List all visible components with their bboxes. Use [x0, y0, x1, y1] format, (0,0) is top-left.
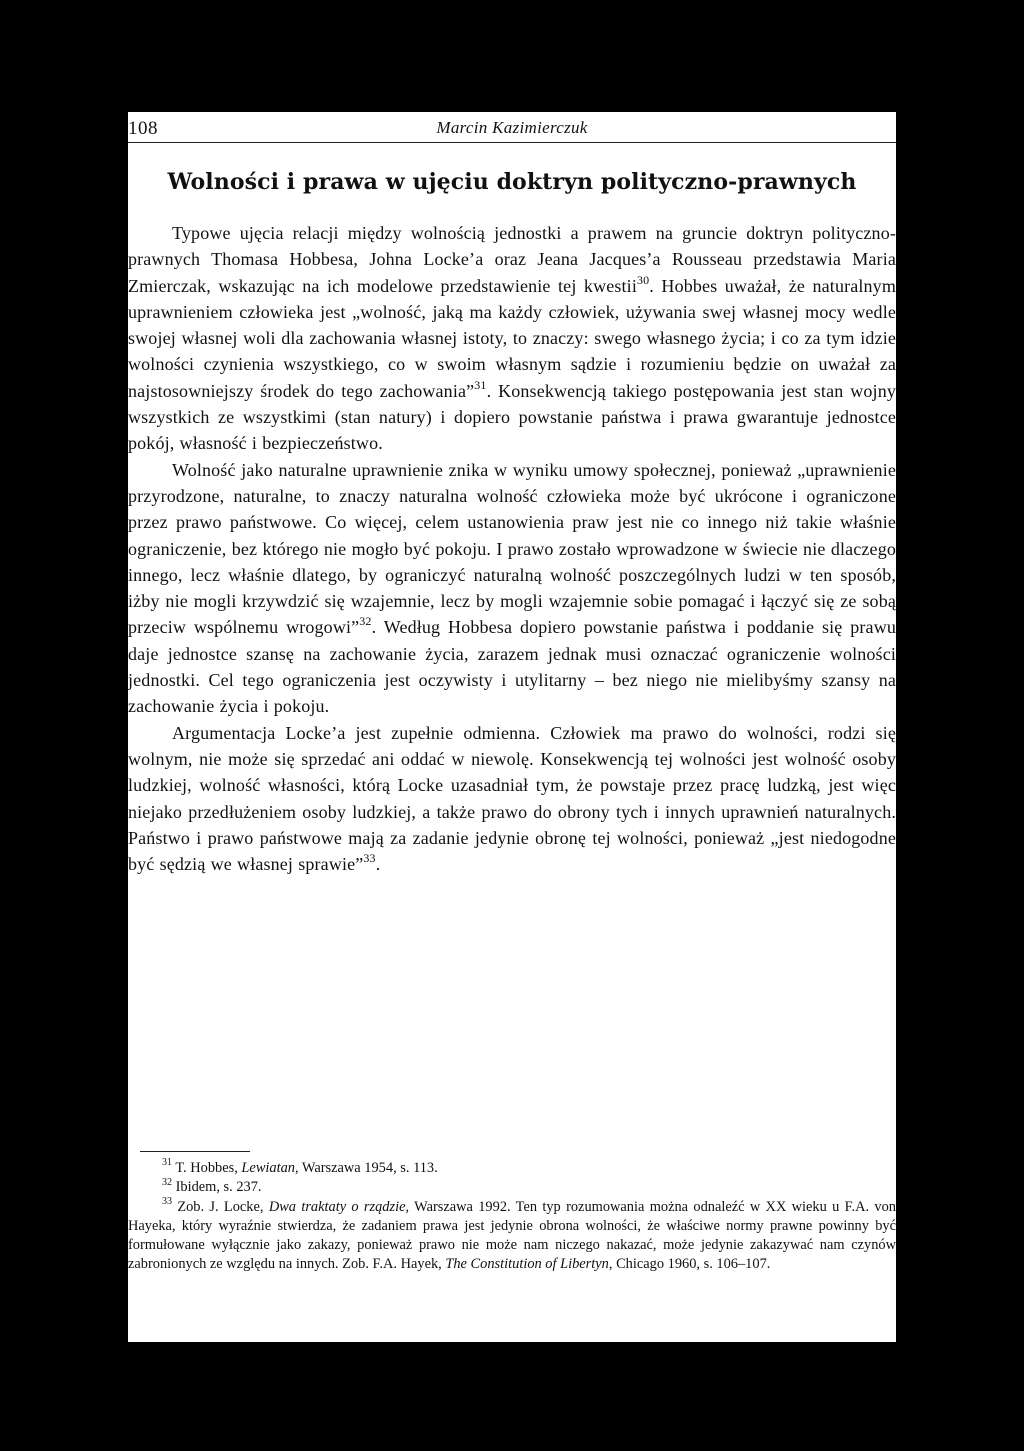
footnote-separator	[140, 1151, 250, 1152]
footnote-text: , Warszawa 1992. Ten typ rozumowania można odnaleźć w XX wieku u F.A. von Hayeka, który wyraźnie stwierdza, że zadaniem prawa jest jedynie obrona wolności, że właściwe normy prawne powinny być formułowane wyłącznie jako zakazy, ponieważ prawo nie może nam niczego nakazać, może jedynie zakazywać nam czynów zabronionych ze względu na innych. Zob. F.A. Hayek,	[128, 1198, 897, 1273]
paragraph-1-text-b: . Hobbes uważał, że naturalnym uprawnieniem człowieka jest „wolność, jaką ma każdy człowiek, używania swej własnej mocy wedle swojej własnej woli dla zachowania własnej istoty, to znaczy: swego własnego życia; i co za tym idzie wolności czynienia wszystkiego, co w swoim własnym sądzie i rozumieniu będzie on uważał za najstosowniejszy środek do tego zachowania”	[128, 275, 896, 401]
paragraph-3	[128, 720, 896, 878]
body-text	[128, 220, 896, 877]
footnote-number: 33	[162, 1195, 172, 1207]
footnote-32	[128, 1178, 896, 1197]
footnote-31	[128, 1159, 896, 1178]
paragraph-3-text-b: .	[375, 854, 381, 875]
footnote-33	[128, 1195, 897, 1275]
footnote-text: Ibidem, s. 237.	[172, 1179, 262, 1196]
footnote-title: Lewiatan	[241, 1160, 295, 1176]
footnote-ref-33: 33	[363, 851, 376, 866]
book-page	[128, 112, 896, 1342]
footnote-ref-30: 30	[636, 272, 650, 287]
paragraph-2	[128, 457, 896, 720]
footnote-text: Zob. J. Locke,	[172, 1198, 269, 1215]
page-header	[128, 112, 896, 143]
paragraph-3-text-a: Argumentacja Locke’a jest zupełnie odmienna. Człowiek ma prawo do wolności, rodzi się wolnym, nie może się sprzedać ani oddać w niewolę. Konsekwencją tej wolności jest wolność osoby ludzkiej, wolność własności, którą Locke uzasadniał tym, że powstaje przez pracę ludzką, jest więc niejako przedłużeniem osoby ludzkiej, a także prawo do obrony tych i innych uprawnień naturalnych. Państwo i prawo państwowe mają za zadanie jedynie obronę tej wolności, ponieważ „jest niedogodne być sędzią we własnej sprawie”	[128, 722, 896, 875]
footnote-title: The Constitution of Libertyn	[445, 1256, 609, 1273]
footnote-ref-32: 32	[359, 614, 372, 629]
paragraph-1-text-a: Typowe ujęcia relacji między wolnością jednostki a prawem na gruncie doktryn polityczno-prawnych Thomasa Hobbesa, Johna Locke’a oraz Jeana Jacques’a Rousseau przedstawia Maria Zmierczak, wskazując na ich modelowe przedstawienie tej kwestii	[128, 223, 896, 296]
footnote-title: Dwa traktaty o rządzie	[268, 1198, 406, 1215]
section-title: Wolności i prawa w ujęciu doktryn polityczno-prawnych	[167, 169, 857, 195]
footnote-ref-31: 31	[474, 377, 487, 392]
footnote-text: , Warszawa 1954, s. 113.	[295, 1160, 438, 1176]
paragraph-2-text-b: . Według Hobbesa dopiero powstanie państwa i poddanie się prawu daje jednostce szansę na zachowanie życia, zarazem jednak musi oznaczać ograniczenie wolności jednostki. Cel tego ograniczenia jest oczywisty i utylitarny – bez niego nie mielibyśmy szansy na zachowanie życia i pokoju.	[128, 617, 896, 717]
paragraph-1	[128, 220, 896, 457]
page-number: 108	[128, 118, 158, 139]
footnote-text: , Chicago 1960, s. 106–107.	[608, 1256, 771, 1273]
footnote-number: 32	[162, 1176, 172, 1188]
paragraph-2-text-a: Wolność jako naturalne uprawnienie znika w wyniku umowy społecznej, ponieważ „uprawnienie przyrodzone, naturalne, to znaczy naturalna wolność człowieka może być ukrócone i ograniczone przez prawo państwowe. Co więcej, celem ustanowienia praw jest nie co innego niż takie właśnie ograniczenie, bez którego nie mogło być pokoju. I prawo zostało wprowadzone w świecie nie dlaczego innego, lecz właśnie dlatego, by ograniczyć naturalną wolność poszczególnych ludzi w ten sposób, iżby nie mogli krzywdzić się wzajemnie, lecz by mogli wzajemnie sobie pomagać i łączyć się ze sobą przeciw wspólnemu wrogowi”	[128, 459, 896, 638]
footnote-number: 31	[162, 1157, 172, 1169]
paragraph-1-text-c: . Konsekwencją takiego postępowania jest stan wojny wszystkich ze wszystkimi (stan natury) i dopiero powstanie państwa i prawa gwarantuje jednostce pokój, własność i bezpieczeństwo.	[128, 380, 896, 454]
running-head-author: Marcin Kazimierczuk	[436, 118, 588, 137]
footnote-text: T. Hobbes,	[172, 1160, 242, 1176]
footnotes	[128, 1159, 896, 1275]
